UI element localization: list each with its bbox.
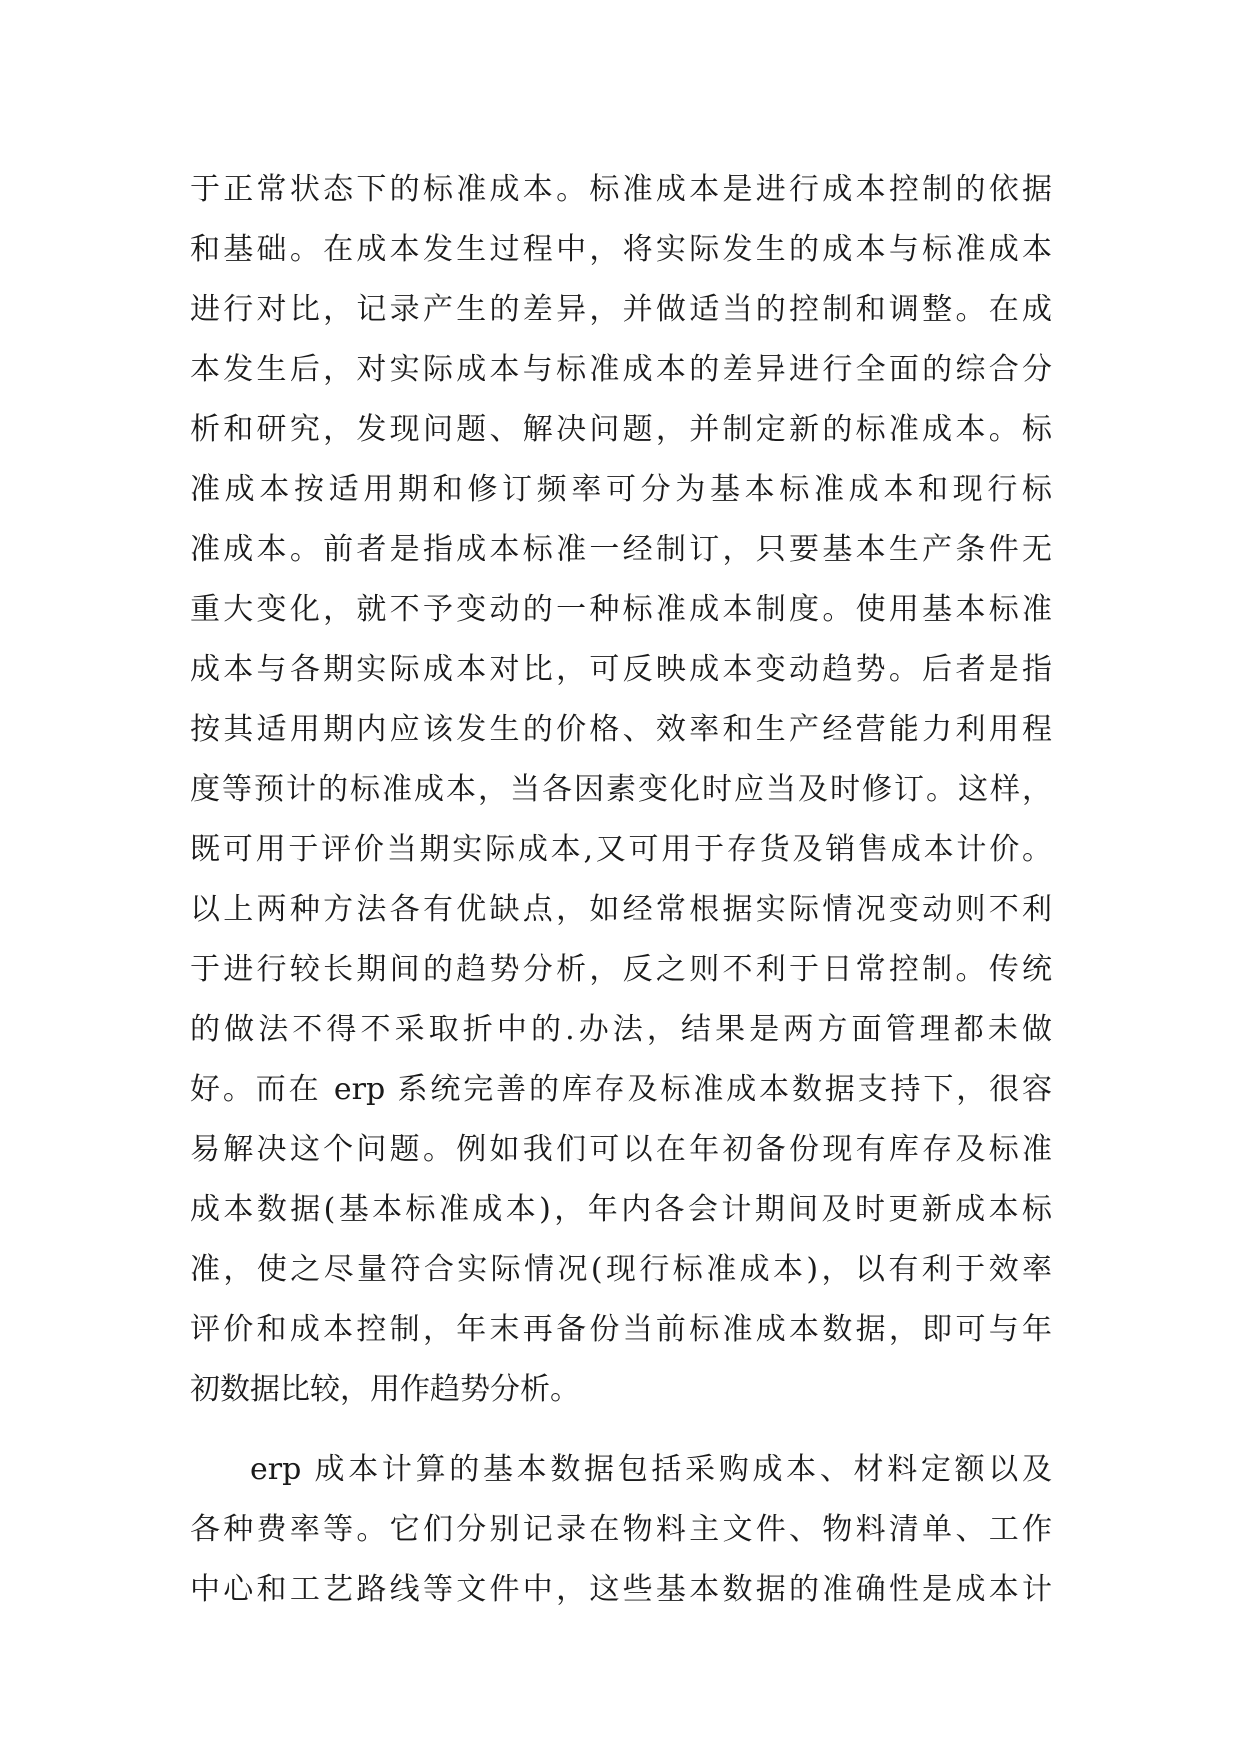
text-line: 准成本。前者是指成本标准一经制订，只要基本生产条件无 xyxy=(190,532,1052,567)
text-line: 好。而在 erp 系统完善的库存及标准成本数据支持下，很容 xyxy=(190,1072,1052,1107)
text-line: 各种费率等。它们分别记录在物料主文件、物料清单、工作 xyxy=(190,1512,1052,1547)
text-line: 评价和成本控制，年末再备份当前标准成本数据，即可与年 xyxy=(190,1312,1052,1347)
text-line: 成本与各期实际成本对比，可反映成本变动趋势。后者是指 xyxy=(190,652,1052,687)
text-line: 析和研究，发现问题、解决问题，并制定新的标准成本。标 xyxy=(190,412,1052,447)
paragraph-1 xyxy=(190,160,1052,1420)
text-line: erp 成本计算的基本数据包括采购成本、材料定额以及 xyxy=(250,1452,1052,1487)
text-line: 准成本按适用期和修订频率可分为基本标准成本和现行标 xyxy=(190,472,1052,507)
text-line: 中心和工艺路线等文件中，这些基本数据的准确性是成本计 xyxy=(190,1572,1052,1607)
text-line: 既可用于评价当期实际成本,又可用于存货及销售成本计价。 xyxy=(190,832,1052,867)
text-line: 于正常状态下的标准成本。标准成本是进行成本控制的依据 xyxy=(190,172,1052,207)
text-line: 初数据比较，用作趋势分析。 xyxy=(190,1372,580,1407)
text-line: 的做法不得不采取折中的.办法，结果是两方面管理都未做 xyxy=(190,1012,1052,1047)
text-line: 重大变化，就不予变动的一种标准成本制度。使用基本标准 xyxy=(190,592,1052,627)
text-line: 易解决这个问题。例如我们可以在年初备份现有库存及标准 xyxy=(190,1132,1052,1167)
paragraph-2 xyxy=(190,1440,1052,1620)
text-line: 和基础。在成本发生过程中，将实际发生的成本与标准成本 xyxy=(190,232,1052,267)
text-line: 于进行较长期间的趋势分析，反之则不利于日常控制。传统 xyxy=(190,952,1052,987)
text-line: 本发生后，对实际成本与标准成本的差异进行全面的综合分 xyxy=(190,352,1052,387)
paragraph-gap xyxy=(190,1420,1052,1440)
text-line: 按其适用期内应该发生的价格、效率和生产经营能力利用程 xyxy=(190,712,1052,747)
text-line: 进行对比，记录产生的差异，并做适当的控制和调整。在成 xyxy=(190,292,1052,327)
body-text xyxy=(190,160,1052,1620)
text-line: 成本数据(基本标准成本)，年内各会计期间及时更新成本标 xyxy=(190,1192,1052,1227)
text-line: 准，使之尽量符合实际情况(现行标准成本)，以有利于效率 xyxy=(190,1252,1052,1287)
text-line: 度等预计的标准成本，当各因素变化时应当及时修订。这样， xyxy=(190,772,1052,807)
text-line: 以上两种方法各有优缺点，如经常根据实际情况变动则不利 xyxy=(190,892,1052,927)
